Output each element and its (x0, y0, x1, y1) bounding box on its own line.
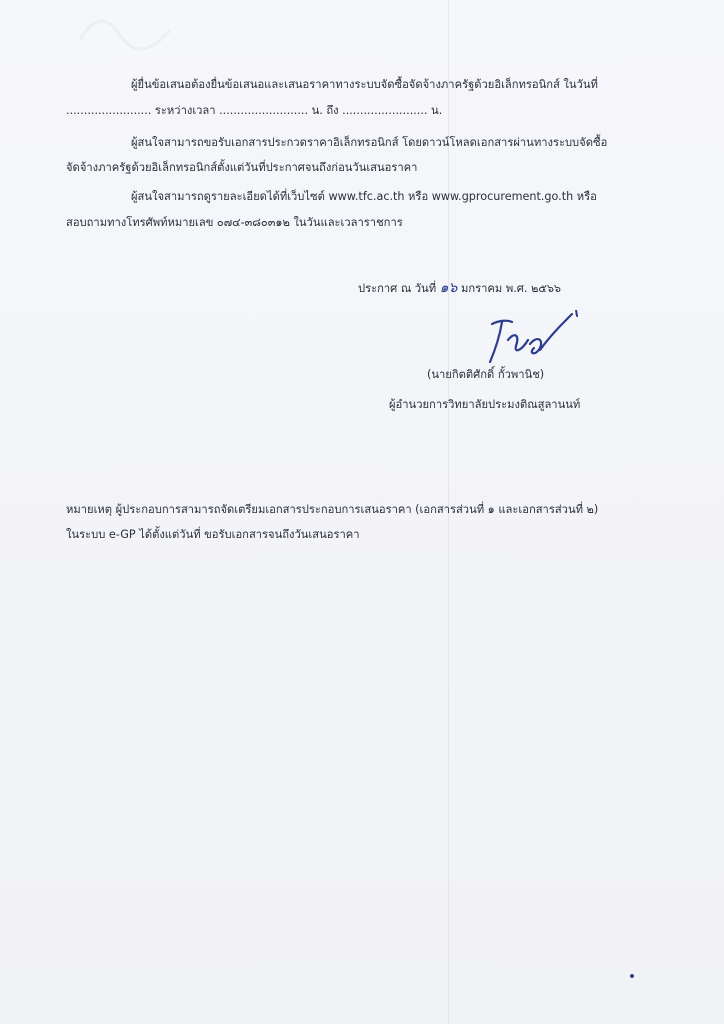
paragraph3-line2: สอบถามทางโทรศัพท์หมายเลข ๐๗๔-๓๘๐๓๑๒ ในวันและเวลาราชการ (66, 216, 403, 229)
bleed-through-mark (70, 0, 190, 60)
signatory-name: (นายกิตติศักดิ์ กั้วพานิช) (427, 368, 545, 381)
announcement-prefix: ประกาศ ณ วันที่ (358, 282, 437, 295)
paragraph1-line2: ........................ ระหว่างเวลา ......................... น. ถึง ........................ น. (66, 104, 443, 117)
signature (478, 310, 588, 372)
signatory-position: ผู้อำนวยการวิทยาลัยประมงติณสูลานนท์ (389, 398, 581, 411)
paragraph2-line1: ผู้สนใจสามารถขอรับเอกสารประกวดราคาอิเล็กทรอนิกส์ โดยดาวน์โหลดเอกสารผ่านทางระบบจัดซื้อ (131, 136, 608, 149)
paragraph2-line2: จัดจ้างภาครัฐด้วยอิเล็กทรอนิกส์ตั้งแต่วันที่ประกาศจนถึงก่อนวันเสนอราคา (66, 161, 418, 174)
paragraph1-line1: ผู้ยื่นข้อเสนอต้องยื่นข้อเสนอและเสนอราคาทางระบบจัดซื้อจัดจ้างภาครัฐด้วยอิเล็กทรอนิกส์ ในวันที่ (131, 78, 598, 91)
ink-dot (630, 974, 634, 978)
remark-line1: หมายเหตุ ผู้ประกอบการสามารถจัดเตรียมเอกสารประกอบการเสนอราคา (เอกสารส่วนที่ ๑ และเอกสารส่วนที่ ๒) (66, 503, 599, 516)
announcement-suffix: มกราคม พ.ศ. ๒๕๖๖ (460, 282, 562, 295)
handwritten-day: ๑๖ (439, 280, 458, 296)
remark-line2: ในระบบ e-GP ได้ตั้งแต่วันที่ ขอรับเอกสารจนถึงวันเสนอราคา (66, 528, 360, 541)
announcement-date (358, 280, 561, 297)
paragraph3-line1: ผู้สนใจสามารถดูรายละเอียดได้ที่เว็บไซต์ www.tfc.ac.th หรือ www.gprocurement.go.th หรือ (131, 190, 597, 203)
